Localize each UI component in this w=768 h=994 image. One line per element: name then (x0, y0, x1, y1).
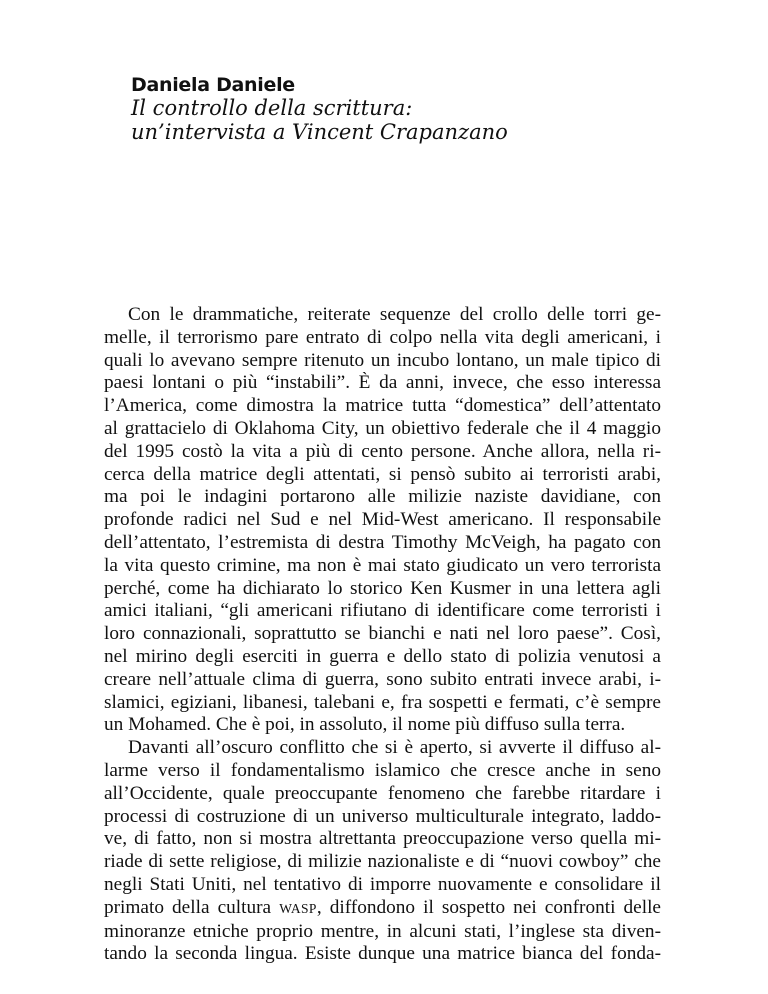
title-line: Il controllo della scrittura: (131, 96, 413, 120)
body-line: melle, il terrorismo pare entrato di colpo nella vita degli americani, i (104, 326, 661, 348)
body-line: la vita questo crimine, ma non è mai stato giudicato un vero terrorista (104, 554, 661, 576)
body-line: amici italiani, “gli americani rifiutano di identificare come terroristi i (104, 600, 661, 622)
line-segment: primato della cultura (104, 896, 280, 918)
body-line: cerca della matrice degli attentati, si pensò subito ai terroristi arabi, (104, 463, 661, 485)
body-line: minoranze etniche proprio mentre, in alcuni stati, l’inglese sta diven- (104, 920, 661, 942)
body-line: Con le drammatiche, reiterate sequenze del crollo delle torri ge- (128, 304, 661, 325)
body-line: ma poi le indagini portarono alle milizie naziste davidiane, con (104, 486, 661, 508)
body-line: paesi lontani o più “instabili”. È da anni, invece, che esso interessa (104, 372, 661, 394)
body-line: creare nell’attuale clima di guerra, sono subito entrati invece arabi, i- (104, 668, 661, 690)
author-name: Daniela Daniele (131, 74, 295, 96)
body-line: loro connazionali, soprattutto se bianchi e nati nel loro paese”. Così, (104, 623, 661, 645)
body-line: l’America, come dimostra la matrice tutta “domestica” dell’attentato (104, 395, 661, 417)
body-line: larme verso il fondamentalismo islamico che cresce anche in seno (104, 759, 661, 781)
article-body (104, 304, 661, 966)
body-line: al grattacielo di Oklahoma City, un obiettivo federale che il 4 maggio (104, 417, 661, 439)
body-line: del 1995 costò la vita a più di cento persone. Anche allora, nella ri- (104, 440, 661, 462)
body-line: slamici, egiziani, libanesi, talebani e, fra sospetti e fermati, c’è sempre (104, 691, 661, 713)
body-line: riade di sette religiose, di milizie nazionaliste e di “nuovi cowboy” che (104, 851, 661, 873)
body-line: perché, come ha dichiarato lo storico Ken Kusmer in una lettera agli (104, 577, 661, 599)
title-line: un’intervista a Vincent Crapanzano (131, 120, 508, 144)
body-line: ve, di fatto, non si mostra altrettanta preoccupazione verso quella mi- (104, 828, 661, 850)
line-segment: , diffondono il sospetto nei confronti delle (316, 896, 661, 918)
body-line (104, 897, 661, 921)
body-line: negli Stati Uniti, nel tentativo di imporre nuovamente e consolidare il (104, 873, 661, 895)
body-line: un Mohamed. Che è poi, in assoluto, il nome più diffuso sulla terra. (104, 714, 626, 736)
body-line: dell’attentato, l’estremista di destra Timothy McVeigh, ha pagato con (104, 531, 661, 553)
acronym-smallcaps: WASP (279, 900, 317, 916)
body-line: Davanti all’oscuro conflitto che si è aperto, si avverte il diffuso al- (128, 737, 661, 759)
body-line: nel mirino degli eserciti in guerra e dello stato di polizia venutosi a (104, 645, 661, 667)
body-line: quali lo avevano sempre ritenuto un incubo lontano, un male tipico di (104, 349, 661, 371)
body-line: profonde radici nel Sud e nel Mid-West americano. Il responsabile (104, 509, 661, 531)
body-line: tando la seconda lingua. Esiste dunque una matrice bianca del fonda- (104, 943, 661, 965)
body-line: all’Occidente, quale preoccupante fenomeno che farebbe ritardare i (104, 782, 661, 804)
article-title (131, 96, 651, 144)
body-line: processi di costruzione di un universo multiculturale integrato, laddo- (104, 805, 661, 827)
